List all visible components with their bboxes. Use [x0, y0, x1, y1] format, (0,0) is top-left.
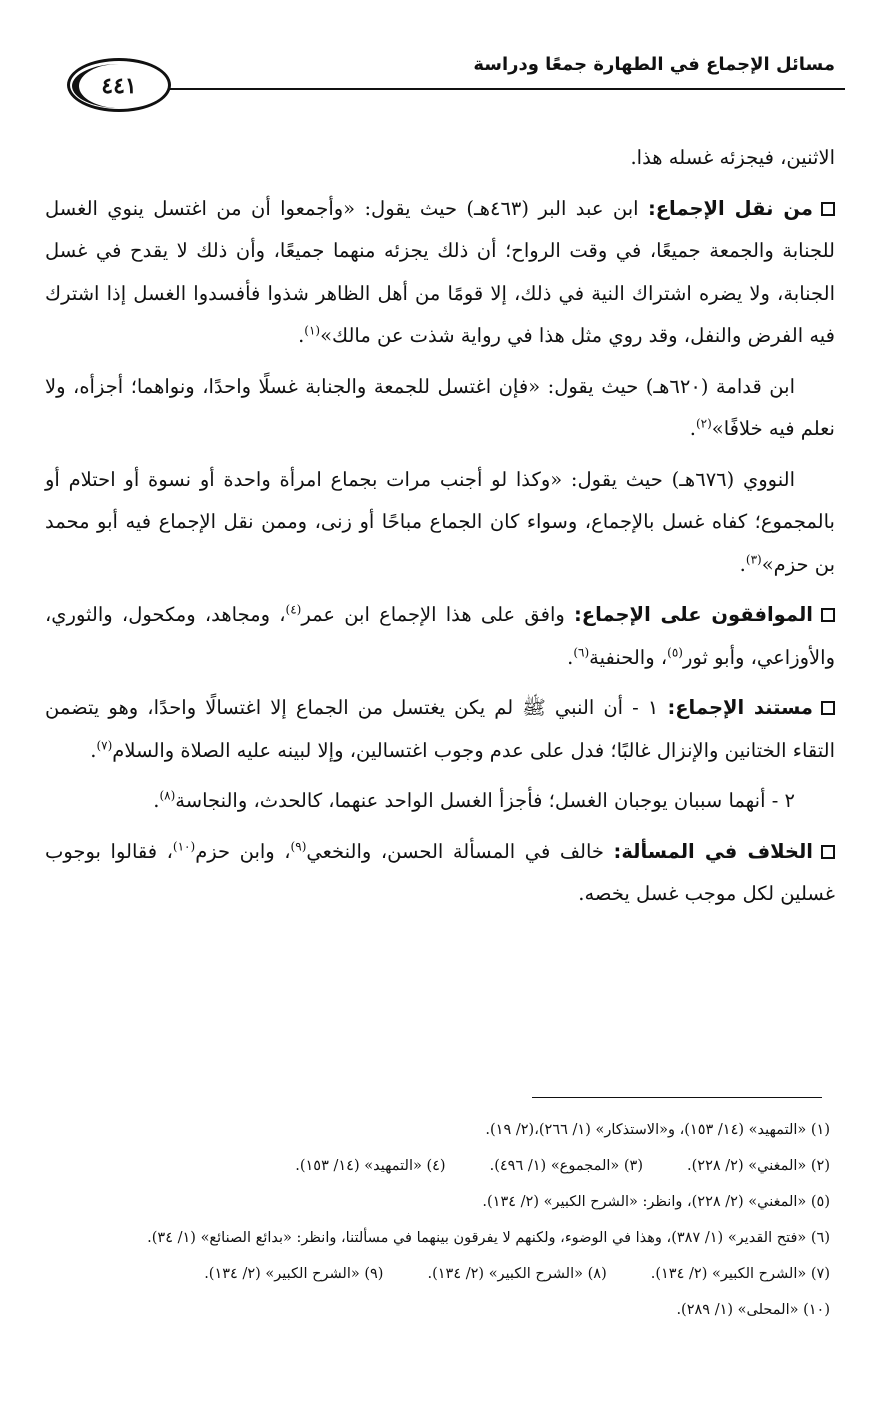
paragraph-ibn-qudama: ابن قدامة (٦٢٠هـ) حيث يقول: «فإن اغتسل للجمعة والجنابة غسلًا واحدًا، ونواهما؛ أجزأه، ولا نعلم فيه خلافًا»$^{(٢)}$.	[45, 374, 835, 440]
footnote-ref: (٩)	[290, 839, 307, 853]
paragraph-continuation: الاثنين، فيجزئه غسله هذا.	[630, 146, 835, 169]
footnote-5: (٥) «المغني» (٢/ ٢٢٨)، وانظر: «الشرح الكبير» (٢/ ١٣٤).	[482, 1194, 830, 1210]
footnote-3: (٣) «المجموع» (١/ ٤٩٦).	[489, 1158, 644, 1174]
running-title: مسائل الإجماع في الطهارة جمعًا ودراسة	[473, 54, 835, 75]
footnote-ref: (٦)	[573, 645, 590, 659]
footnote-separator	[532, 1097, 822, 1098]
footnote-ref: (٢)	[695, 416, 712, 431]
footnote-line	[50, 1148, 830, 1184]
section-heading: الخلاف في المسألة:	[613, 839, 813, 863]
footnote-10: (١٠) «المحلى» (١/ ٢٨٩).	[676, 1302, 830, 1318]
section-heading: الموافقون على الإجماع:	[573, 603, 813, 626]
square-bullet-icon	[821, 202, 835, 216]
footnote-ref: (٥)	[667, 645, 683, 659]
footnote-line	[50, 1184, 830, 1220]
footnote-ref: (١)	[304, 323, 321, 338]
footnote-1: (١) «التمهيد» (١٤/ ١٥٣)، و«الاستذكار» (١/ ٢٦٦)،(٢/ ١٩).	[485, 1122, 830, 1138]
section-heading: مستند الإجماع:	[667, 696, 813, 719]
paragraph-consensus-transmitters: من نقل الإجماع: ابن عبد البر (٤٦٣هـ) حيث يقول: «وأجمعوا أن من اغتسل ينوي الغسل للجنابة والجمعة جميعًا، في وقت الرواح؛ أن ذلك يجزئه منهما جميعًا، وأن ذلك لا يقدح في غسل الجنابة، ولا يضره اشتراك النية في ذلك، إلا قومًا من أهل الظاهر شذوا فأفسدوا الغسل إذا اشترك فيه الفرض والنفل، وقد روي مثل هذا في رواية شذت عن مالك»$^{(١)}$.	[45, 196, 835, 347]
footnote-ref: (٤)	[285, 602, 302, 617]
main-text	[45, 137, 835, 916]
square-bullet-icon	[821, 845, 835, 859]
paragraph-nawawi: النووي (٦٧٦هـ) حيث يقول: «وكذا لو أجنب مرات بجماع امرأة واحدة أو نسوة أو احتلام أو بالمجموع؛ كفاه غسل بالإجماع، وسواء كان الجماع مباحًا أو زنى، وممن نقل الإجماع فيه أبو محمد بن حزم»$^{(٣)}$.	[45, 467, 835, 576]
footnote-7: (٧) «الشرح الكبير» (٢/ ١٣٤).	[650, 1266, 830, 1282]
footnote-line	[50, 1292, 830, 1328]
paragraph-basis-two: ٢ - أنهما سببان يوجبان الغسل؛ فأجزأ الغسل الواحد عنهما، كالحدث، والنجاسة$^{(٨)}$.	[153, 788, 795, 812]
footnote-4: (٤) «التمهيد» (١٤/ ١٥٣).	[295, 1158, 446, 1174]
footnotes	[50, 1112, 830, 1328]
footnote-2: (٢) «المغني» (٢/ ٢٢٨).	[687, 1158, 830, 1174]
header-rule	[165, 88, 845, 90]
footnote-line	[50, 1256, 830, 1292]
page-number-badge	[67, 58, 171, 112]
footnote-ref: (٧)	[96, 738, 113, 752]
footnote-8: (٨) «الشرح الكبير» (٢/ ١٣٤).	[427, 1266, 607, 1282]
section-heading: من نقل الإجماع:	[647, 196, 814, 220]
footnote-ref: (٨)	[159, 788, 176, 803]
footnote-ref: (١٠)	[172, 839, 196, 853]
footnote-line	[50, 1112, 830, 1148]
footnote-9: (٩) «الشرح الكبير» (٢/ ١٣٤).	[204, 1266, 384, 1282]
square-bullet-icon	[821, 701, 835, 715]
footnote-6: (٦) «فتح القدير» (١/ ٣٨٧)، وهذا في الوضوء، ولكنهم لا يفرقون بينهما في مسألتنا، وانظر: «بدائع الصنائع» (١/ ٣٤).	[147, 1230, 830, 1246]
footnote-ref: (٣)	[745, 552, 762, 566]
paragraph-agreeing: الموافقون على الإجماع: وافق على هذا الإجماع ابن عمر$^{(٤)}$، ومجاهد، ومكحول، والثوري، والأوزاعي، وأبو ثور$^{(٥)}$، والحنفية$^{(٦)}$.	[45, 602, 835, 669]
paragraph-basis: مستند الإجماع: ١ - أن النبي ﷺ لم يكن يغتسل من الجماع إلا اغتسالًا واحدًا، وهو يتضمن التقاء الختانين والإنزال غالبًا؛ فدل على عدم وجوب اغتسالين، وإلا لبينه عليه الصلاة والسلام$^{(٧)}$.	[45, 696, 835, 762]
square-bullet-icon	[821, 608, 835, 622]
page-header	[55, 38, 845, 118]
page-number: ٤٤١	[101, 73, 137, 99]
paragraph-disagreement: الخلاف في المسألة: خالف في المسألة الحسن، والنخعي$^{(٩)}$، وابن حزم$^{(١٠)}$، فقالوا بوجوب غسلين لكل موجب غسل يخصه.	[45, 839, 835, 905]
